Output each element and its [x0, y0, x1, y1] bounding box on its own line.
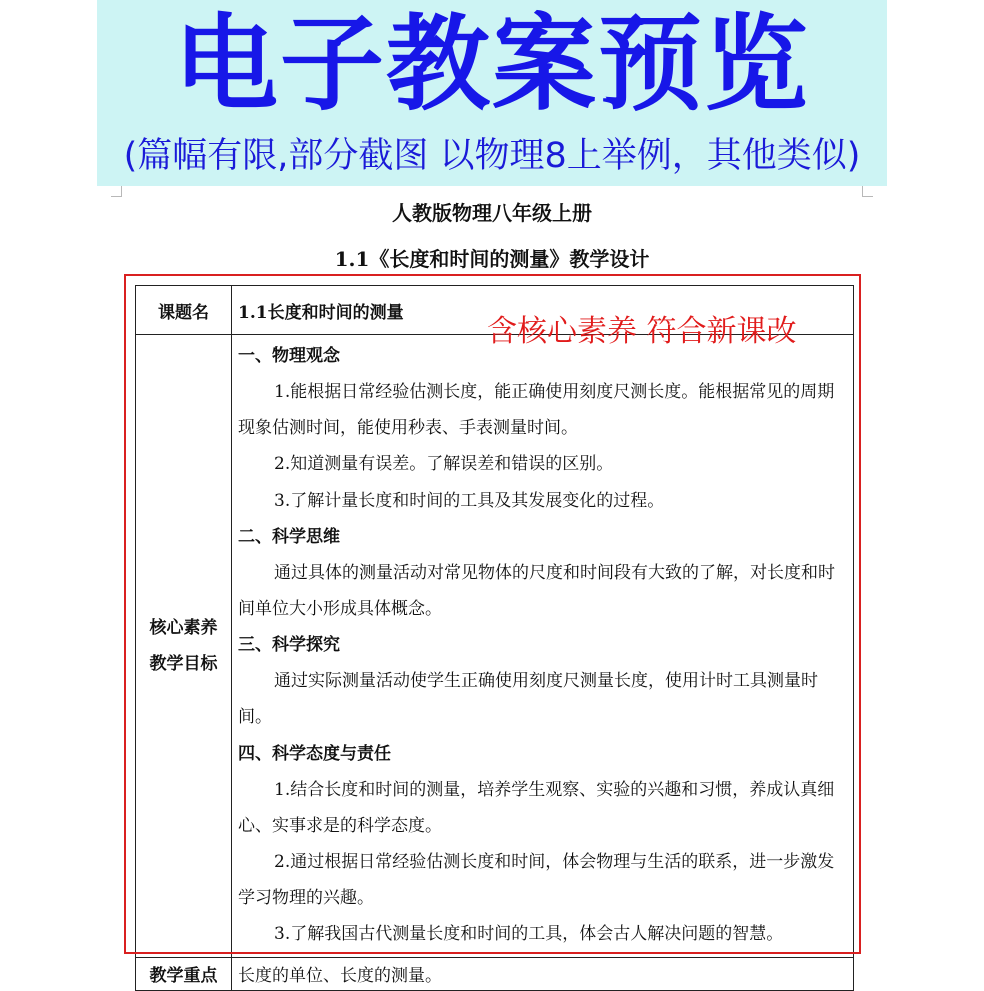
- key-points-label: 教学重点: [136, 957, 232, 990]
- goals-label: [136, 335, 232, 958]
- page-corner-mark: [111, 186, 122, 197]
- lesson-name-value: 1.1长度和时间的测量: [232, 286, 854, 335]
- section-heading: 一、物理观念: [238, 346, 340, 366]
- section-heading: 二、科学思维: [238, 526, 340, 547]
- section-paragraph: 3.了解计量长度和时间的工具及其发展变化的过程。: [274, 490, 665, 511]
- goals-label-line: 核心素养: [149, 617, 218, 638]
- table-row-goals: [136, 335, 854, 958]
- goals-label-line: 教学目标: [149, 653, 218, 674]
- section-paragraph: 2.通过根据日常经验估测长度和时间，体会物理与生活的联系，进一步激发学习物理的兴趣。: [238, 852, 835, 909]
- goals-content: [232, 335, 854, 958]
- banner-subtitle: (篇幅有限,部分截图 以物理8上举例，其他类似): [123, 136, 861, 176]
- page-corner-mark: [862, 186, 873, 197]
- key-points-value: 长度的单位、长度的测量。: [232, 957, 854, 990]
- section-heading: 四、科学态度与责任: [238, 743, 391, 764]
- section-paragraph: 通过具体的测量活动对常见物体的尺度和时间段有大致的了解，对长度和时间单位大小形成具体概念。: [238, 562, 835, 620]
- banner-title: 电子教案预览: [173, 3, 810, 125]
- overlay-note: 含核心素养 符合新课改: [487, 314, 797, 349]
- section-paragraph: 2.知道测量有误差。了解误差和错误的区别。: [274, 454, 614, 475]
- lesson-plan-table: [135, 285, 854, 991]
- section-heading: 三、科学探究: [238, 635, 340, 656]
- preview-banner: [97, 0, 887, 186]
- document-title: 人教版物理八年级上册: [392, 201, 592, 225]
- section-paragraph: 1.能根据日常经验估测长度，能正确使用刻度尺测长度。能根据常见的周期现象估测时间，能使用秒表、手表测量时间。: [238, 382, 835, 439]
- section-paragraph: 通过实际测量活动使学生正确使用刻度尺测量长度，使用计时工具测量时间。: [238, 671, 818, 728]
- table-row-key-points: [136, 957, 854, 990]
- section-paragraph: 1.结合长度和时间的测量，培养学生观察、实验的兴趣和习惯，养成认真细心、实事求是的科学态度。: [238, 779, 835, 836]
- lesson-name-label: 课题名: [136, 286, 232, 335]
- section-paragraph: 3.了解我国古代测量长度和时间的工具，体会古人解决问题的智慧。: [274, 924, 784, 945]
- lesson-title: 1.1《长度和时间的测量》教学设计: [334, 247, 650, 271]
